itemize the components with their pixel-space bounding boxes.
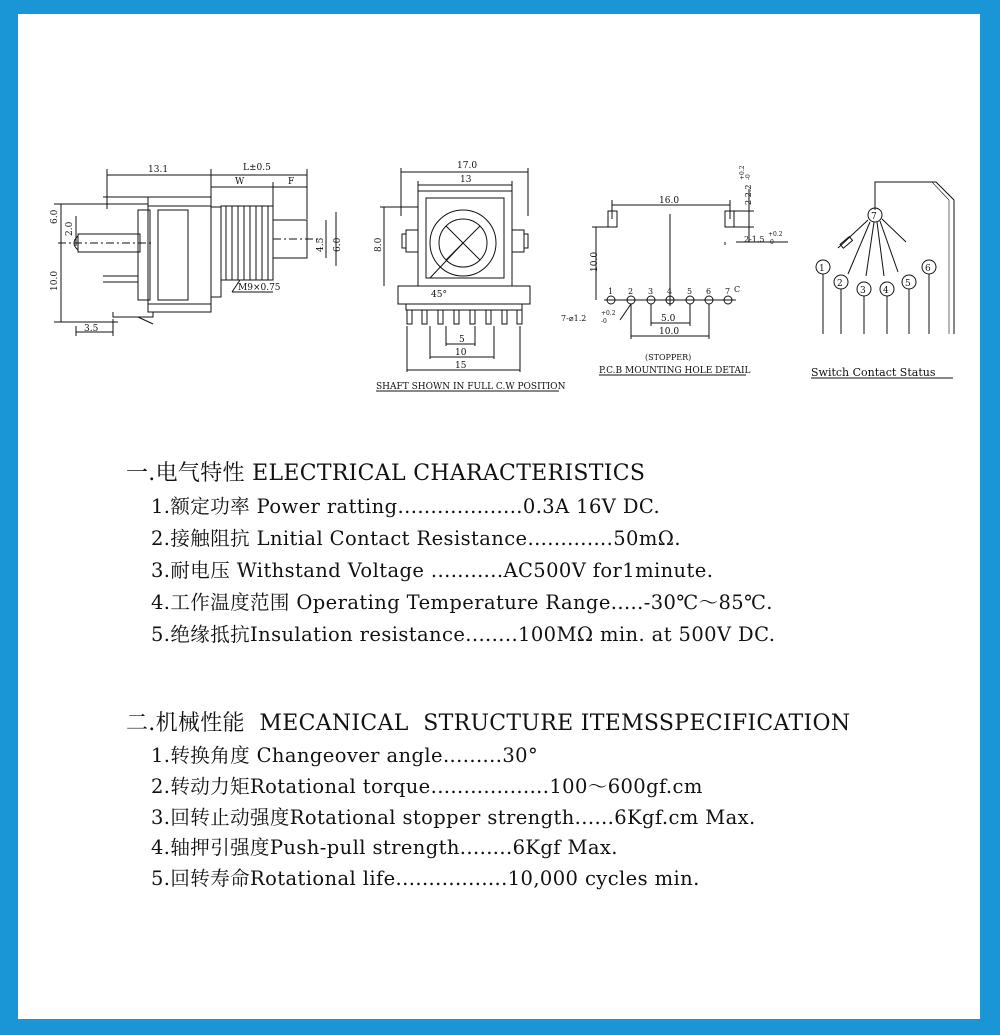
mechanical-heading: 二.机械性能 MECANICAL STRUCTURE ITEMSSPECIFICATION bbox=[126, 711, 851, 736]
dim-shaft-4-5: 4.5 bbox=[316, 237, 326, 252]
dim-slot-15-tol-minus: -0 bbox=[768, 239, 774, 246]
mechanical-item-push-pull: 4.轴押引强度Push-pull strength........6Kgf Max. bbox=[151, 836, 618, 859]
dim-height-8: 8.0 bbox=[374, 237, 384, 252]
dim-w: W bbox=[235, 177, 245, 187]
mechanical-item-torque: 2.转动力矩Rotational torque..................100～600gf.cm bbox=[151, 775, 703, 798]
mechanical-item-changeover-angle: 1.转换角度 Changeover angle.........30° bbox=[151, 744, 539, 767]
mechanical-item-stopper-strength: 3.回转止动强度Rotational stopper strength......6Kgf.cm Max. bbox=[151, 806, 756, 829]
dim-height-6: 6.0 bbox=[50, 209, 60, 224]
dim-width-13: 13 bbox=[460, 175, 472, 185]
dim-thread: M9×0.75 bbox=[238, 283, 281, 293]
dim-height-10: 10.0 bbox=[50, 270, 60, 291]
dim-slot-22-tol-minus: -0 bbox=[745, 174, 752, 180]
dim-hole: 7-⌀1.2 bbox=[561, 314, 587, 323]
dim-pcb-10: 10.0 bbox=[659, 327, 680, 337]
pin-label-2: 2 bbox=[628, 287, 634, 296]
dim-slot-15: 2-1.5 bbox=[744, 235, 765, 244]
electrical-item-insulation: 5.绝缘抵抗Insulation resistance........100MΩ min. at 500V DC. bbox=[151, 623, 776, 646]
pin-label-3: 3 bbox=[648, 287, 654, 296]
electrical-item-temperature: 4.工作温度范围 Operating Temperature Range.....-30℃～85℃. bbox=[151, 591, 773, 614]
pin-label-4: 4 bbox=[667, 287, 673, 296]
dim-slot-22: 2-2.2 bbox=[744, 184, 753, 205]
electrical-item-contact-resistance: 2.接触阻抗 Lnitial Contact Resistance.............50mΩ. bbox=[151, 527, 681, 550]
electrical-heading: 一.电气特性 ELECTRICAL CHARACTERISTICS bbox=[126, 461, 646, 486]
pcb-view-drawing bbox=[561, 165, 788, 376]
dim-l-tolerance: L±0.5 bbox=[243, 163, 271, 173]
dim-pitch-5: 5 bbox=[459, 335, 465, 345]
contact-label-4: 4 bbox=[883, 286, 889, 296]
dim-angle: 45° bbox=[431, 290, 447, 300]
dim-pitch-15: 15 bbox=[455, 361, 467, 371]
front-view-drawing bbox=[374, 161, 566, 392]
dim-hole-tol-plus: +0.2 bbox=[601, 310, 616, 317]
dim-base: 3.5 bbox=[84, 324, 99, 334]
electrical-item-withstand-voltage: 3.耐电压 Withstand Voltage ...........AC500V for1minute. bbox=[151, 559, 714, 582]
pin-label-c: C bbox=[734, 285, 741, 294]
pin-label-6: 6 bbox=[706, 287, 712, 296]
dim-pitch-10: 10 bbox=[455, 348, 467, 358]
dim-f: F bbox=[288, 177, 295, 187]
pin-label-5: 5 bbox=[687, 287, 693, 296]
dim-pcb-16: 16.0 bbox=[659, 196, 680, 206]
technical-drawings bbox=[18, 14, 980, 414]
contact-label-6: 6 bbox=[925, 264, 931, 274]
pcb-view-caption: P.C.B MOUNTING HOLE DETAIL bbox=[599, 366, 751, 376]
stopper-label: (STOPPER) bbox=[645, 353, 692, 362]
pin-label-7: 7 bbox=[725, 287, 731, 296]
contact-label-5: 5 bbox=[905, 279, 911, 289]
dim-body-length: 13.1 bbox=[148, 165, 169, 175]
dim-slot-15-tol-plus: +0.2 bbox=[768, 231, 783, 238]
contact-label-2: 2 bbox=[837, 279, 843, 289]
front-view-caption: SHAFT SHOWN IN FULL C.W POSITION bbox=[376, 382, 566, 392]
dim-width-17: 17.0 bbox=[457, 161, 478, 171]
mechanical-item-life: 5.回转寿命Rotational life.................10,000 cycles min. bbox=[151, 867, 700, 890]
side-view-drawing bbox=[50, 163, 343, 336]
dim-pcb-5: 5.0 bbox=[661, 314, 676, 324]
spec-sheet bbox=[18, 14, 980, 1019]
dim-shaft-6: 6.0 bbox=[333, 237, 343, 252]
dim-height-2: 2.0 bbox=[65, 221, 75, 236]
dim-hole-tol-minus: -0 bbox=[601, 318, 607, 325]
contact-label-3: 3 bbox=[860, 286, 866, 296]
switch-view-caption: Switch Contact Status bbox=[811, 366, 936, 379]
dim-slot-22-tol-plus: +0.2 bbox=[739, 165, 746, 180]
electrical-item-power: 1.额定功率 Power ratting...................0.3A 16V DC. bbox=[151, 495, 661, 518]
contact-label-1: 1 bbox=[819, 264, 825, 274]
switch-contact-drawing bbox=[811, 182, 954, 379]
contact-center-label: 7 bbox=[871, 212, 877, 222]
dim-pcb-10-vertical: 10.0 bbox=[590, 251, 600, 272]
pin-label-1: 1 bbox=[608, 287, 614, 296]
